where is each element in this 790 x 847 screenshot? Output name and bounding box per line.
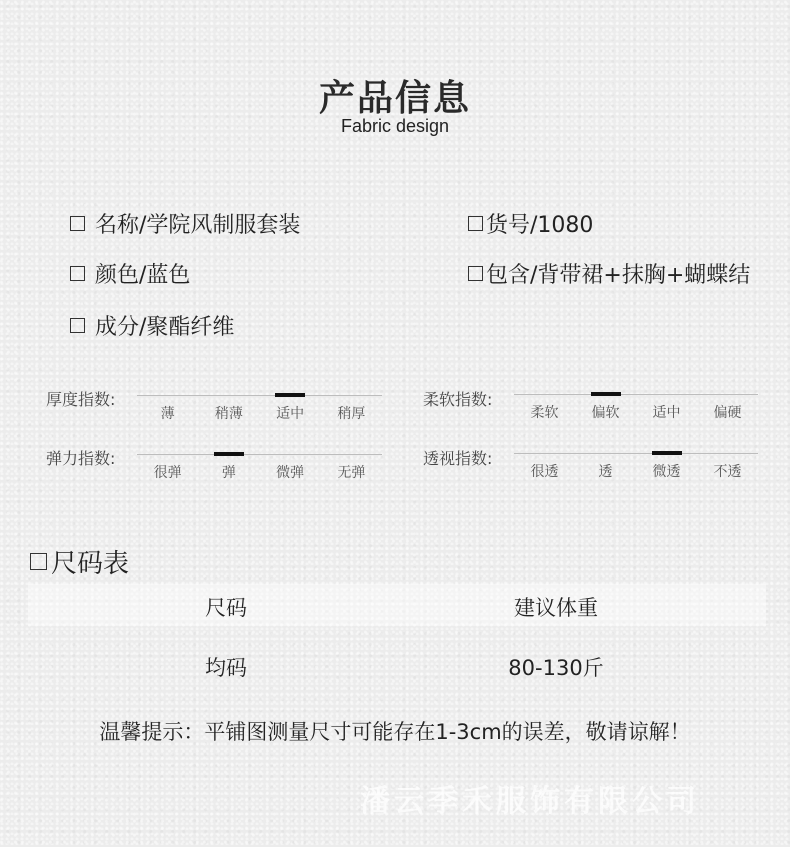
elasticity-index-option: 无弹 xyxy=(337,465,366,481)
column-header-weight: 建议体重 xyxy=(514,596,598,620)
transparency-index-option: 很透 xyxy=(530,464,559,480)
thickness-index-option: 薄 xyxy=(160,406,175,422)
info-color-text: 颜色/蓝色 xyxy=(95,263,191,288)
thickness-index-option: 适中 xyxy=(276,406,305,422)
table-cell-weight: 80-130斤 xyxy=(508,656,604,680)
column-header-size: 尺码 xyxy=(205,596,247,620)
transparency-index-option: 透 xyxy=(598,464,613,480)
elasticity-index-option: 弹 xyxy=(221,465,236,481)
table-cell-size: 均码 xyxy=(205,656,247,680)
info-item-no-text: 货号/1080 xyxy=(486,213,594,238)
transparency-index-marker xyxy=(652,451,682,455)
info-includes xyxy=(468,258,750,289)
transparency-index-label: 透视指数: xyxy=(423,449,493,468)
elasticity-index-marker xyxy=(214,452,244,456)
elasticity-index-scale xyxy=(137,454,382,455)
size-chart-heading xyxy=(30,543,129,580)
thickness-index-option: 稍薄 xyxy=(214,406,243,422)
info-composition-text: 成分/聚酯纤维 xyxy=(95,315,235,340)
transparency-index-scale xyxy=(514,453,758,454)
softness-index-option: 柔软 xyxy=(530,405,559,421)
page-subtitle: Fabric design xyxy=(340,116,450,136)
info-name-text: 名称/学院风制服套装 xyxy=(95,213,301,238)
softness-index-option: 偏软 xyxy=(591,405,620,421)
softness-index-label: 柔软指数: xyxy=(423,390,493,409)
checkbox-icon xyxy=(70,216,85,231)
page-title: 产品信息 xyxy=(318,78,471,119)
softness-index-option: 适中 xyxy=(652,405,681,421)
checkbox-icon xyxy=(468,266,483,281)
thickness-index-option: 稍厚 xyxy=(337,406,366,422)
thickness-index-marker xyxy=(275,393,305,397)
size-chart-heading-text: 尺码表 xyxy=(51,549,130,579)
info-name xyxy=(70,208,300,239)
measurement-tip: 温馨提示：平铺图测量尺寸可能存在1-3cm的误差，敬请谅解！ xyxy=(99,720,691,744)
checkbox-icon xyxy=(30,553,47,570)
company-watermark: 潘云季禾服饰有限公司 xyxy=(360,784,700,819)
info-color xyxy=(70,258,190,289)
thickness-index-scale xyxy=(137,395,382,396)
checkbox-icon xyxy=(468,216,483,231)
checkbox-icon xyxy=(70,318,85,333)
thickness-index-label: 厚度指数: xyxy=(46,390,116,409)
checkbox-icon xyxy=(70,266,85,281)
info-item-no xyxy=(468,208,593,239)
info-includes-text: 包含/背带裙+抹胸+蝴蝶结 xyxy=(486,263,751,288)
softness-index-option: 偏硬 xyxy=(713,405,742,421)
softness-index-marker xyxy=(591,392,621,396)
elasticity-index-option: 很弹 xyxy=(153,465,182,481)
elasticity-index-option: 微弹 xyxy=(276,465,305,481)
softness-index-scale xyxy=(514,394,758,395)
transparency-index-option: 不透 xyxy=(713,464,742,480)
transparency-index-option: 微透 xyxy=(652,464,681,480)
elasticity-index-label: 弹力指数: xyxy=(46,449,116,468)
info-composition xyxy=(70,310,234,341)
